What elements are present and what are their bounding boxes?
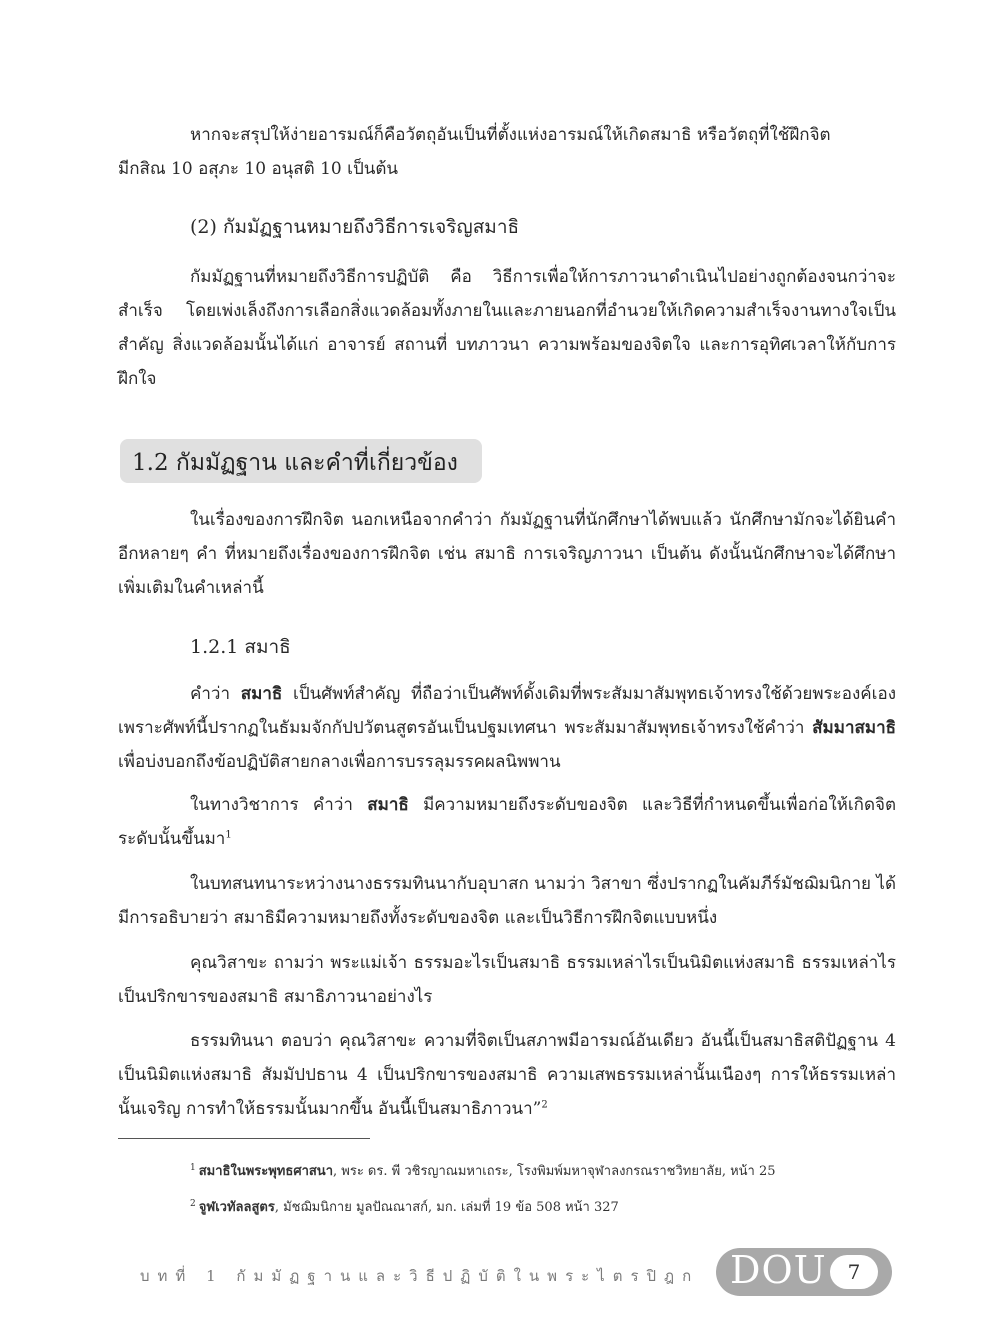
p4-text-e: เพื่อบ่งบอกถึงข้อปฏิบัติสายกลางเพื่อการบรรลุมรรคผลนิพพาน (118, 752, 561, 772)
page-number: 7 (830, 1255, 878, 1289)
paragraph-2-text: กัมมัฏฐานที่หมายถึงวิธีการปฏิบัติ คือ วิธีการเพื่อให้การภาวนาดำเนินไปอย่างถูกต้องจนกว่าจะสำเร็จ โดยเพ่งเล็งถึงการเลือกสิ่งแวดล้อมทั้งภายในและภายนอกที่อำนวยให้เกิดความสำเร็จงานทางใจเป็นสำคัญ สิ่งแวดล้อมนั้นได้แก่ อาจารย์ สถานที่ บทภาวนา ความพร้อมของจิตใจ และการอุทิศเวลาให้กับการฝึกใจ (118, 267, 896, 389)
section-title: 1.2 กัมมัฏฐาน และคำที่เกี่ยวข้อง (132, 450, 458, 476)
paragraph-7 (118, 946, 896, 1014)
footer-chapter-title: บทที่ 1 กัมมัฏฐานและวิธีปฏิบัติในพระไตรปิฎก (140, 1267, 700, 1285)
term-samadhi: สมาธิ (240, 684, 283, 704)
paragraph-2 (118, 260, 896, 396)
footnote-1-citation: , พระ ดร. พี วชิรญาณมหาเถระ, โรงพิมพ์มหาจุฬาลงกรณราชวิทยาลัย, หน้า 25 (333, 1164, 776, 1179)
paragraph-8-text: ธรรมทินนา ตอบว่า คุณวิสาขะ ความที่จิตเป็นสภาพมีอารมณ์อันเดียว อันนี้เป็นสมาธิสติปัฏฐาน 4 เป็นนิมิตแห่งสมาธิ สัมมัปปธาน 4 เป็นปริกขารของสมาธิ ความเสพธรรมเหล่านั้นเนืองๆ การให้ธรรมเหล่านั้นเจริญ การทำให้ธรรมนั้นมากขึ้น อันนี้เป็นสมาธิภาวนา” (118, 1031, 896, 1119)
paragraph-7-text: คุณวิสาขะ ถามว่า พระแม่เจ้า ธรรมอะไรเป็นสมาธิ ธรรมเหล่าไรเป็นนิมิตแห่งสมาธิ ธรรมเหล่าไรเป็นปริกขารของสมาธิ สมาธิภาวนาอย่างไร (118, 953, 896, 1007)
footnote-2-citation: , มัชฌิมนิกาย มูลปัณณาสก์, มก. เล่มที่ 19 ข้อ 508 หน้า 327 (274, 1200, 619, 1215)
p5-text-a: ในทางวิชาการ คำว่า (190, 795, 368, 815)
p4-text-c: เป็นศัพท์สำคัญ ที่ถือว่าเป็นศัพท์ดั้งเดิมที่พระสัมมาสัมพุทธเจ้าทรงใช้ด้วยพระองค์เอง เพราะศัพท์นี้ปรากฏในธัมมจักกัปปวัตนสูตรอันเป็นปฐมเทศนา พระสัมมาสัมพุทธเจ้าทรงใช้คำว่า (118, 684, 896, 738)
term-sammasamadhi: สัมมาสมาธิ (812, 718, 896, 738)
footnote-ref-1[interactable]: 1 (225, 829, 232, 841)
term-samadhi-2: สมาธิ (367, 795, 409, 815)
subsection-title: 1.2.1 สมาธิ (190, 636, 291, 658)
p4-text-a: คำว่า (190, 684, 241, 704)
footnote-2-title: จูฬเวทัลลสูตร (198, 1200, 275, 1215)
paragraph-4 (118, 677, 896, 779)
footnote-2-number: 2 (190, 1198, 196, 1209)
paragraph-5 (118, 788, 896, 856)
footnote-2 (190, 1196, 619, 1217)
section-heading-box (120, 439, 482, 483)
paragraph-6 (118, 867, 896, 935)
footnote-1-title: สมาธิในพระพุทธศาสนา (198, 1164, 333, 1179)
paragraph-8 (118, 1024, 896, 1126)
p5-text-c: มีความหมายถึงระดับของจิต และวิธีที่กำหนดขึ้นเพื่อก่อให้เกิดจิตระดับนั้นขึ้นมา (118, 795, 896, 849)
paragraph-3 (118, 503, 896, 605)
paragraph-1-line-2: มีกสิณ 10 อสุภะ 10 อนุสติ 10 เป็นต้น (118, 159, 399, 179)
paragraph-3-text: ในเรื่องของการฝึกจิต นอกเหนือจากคำว่า กัมมัฏฐานที่นักศึกษาได้พบแล้ว นักศึกษามักจะได้ยินคำอีกหลายๆ คำ ที่หมายถึงเรื่องของการฝึกจิต เช่น สมาธิ การเจริญภาวนา เป็นต้น ดังนั้นนักศึกษาจะได้ศึกษาเพิ่มเติมในคำเหล่านี้ (118, 510, 896, 598)
footnote-1 (190, 1160, 776, 1181)
dou-logo: DOU (730, 1248, 827, 1292)
footnote-1-number: 1 (190, 1162, 196, 1173)
paragraph-1 (118, 118, 896, 186)
footnote-divider (118, 1138, 370, 1139)
subheading-2: (2) กัมมัฏฐานหมายถึงวิธีการเจริญสมาธิ (190, 216, 520, 238)
paragraph-1-line-1: หากจะสรุปให้ง่ายอารมณ์ก็คือวัตถุอันเป็นที่ตั้งแห่งอารมณ์ให้เกิดสมาธิ หรือวัตถุที่ใช้ฝึกจิต (190, 125, 831, 145)
paragraph-6-text: ในบทสนทนาระหว่างนางธรรมทินนากับอุบาสก นามว่า วิสาขา ซึ่งปรากฏในคัมภีร์มัชฌิมนิกาย ได้มีการอธิบายว่า สมาธิมีความหมายถึงทั้งระดับของจิต และเป็นวิธีการฝึกจิตแบบหนึ่ง (118, 874, 896, 928)
footnote-ref-2[interactable]: 2 (541, 1099, 548, 1111)
